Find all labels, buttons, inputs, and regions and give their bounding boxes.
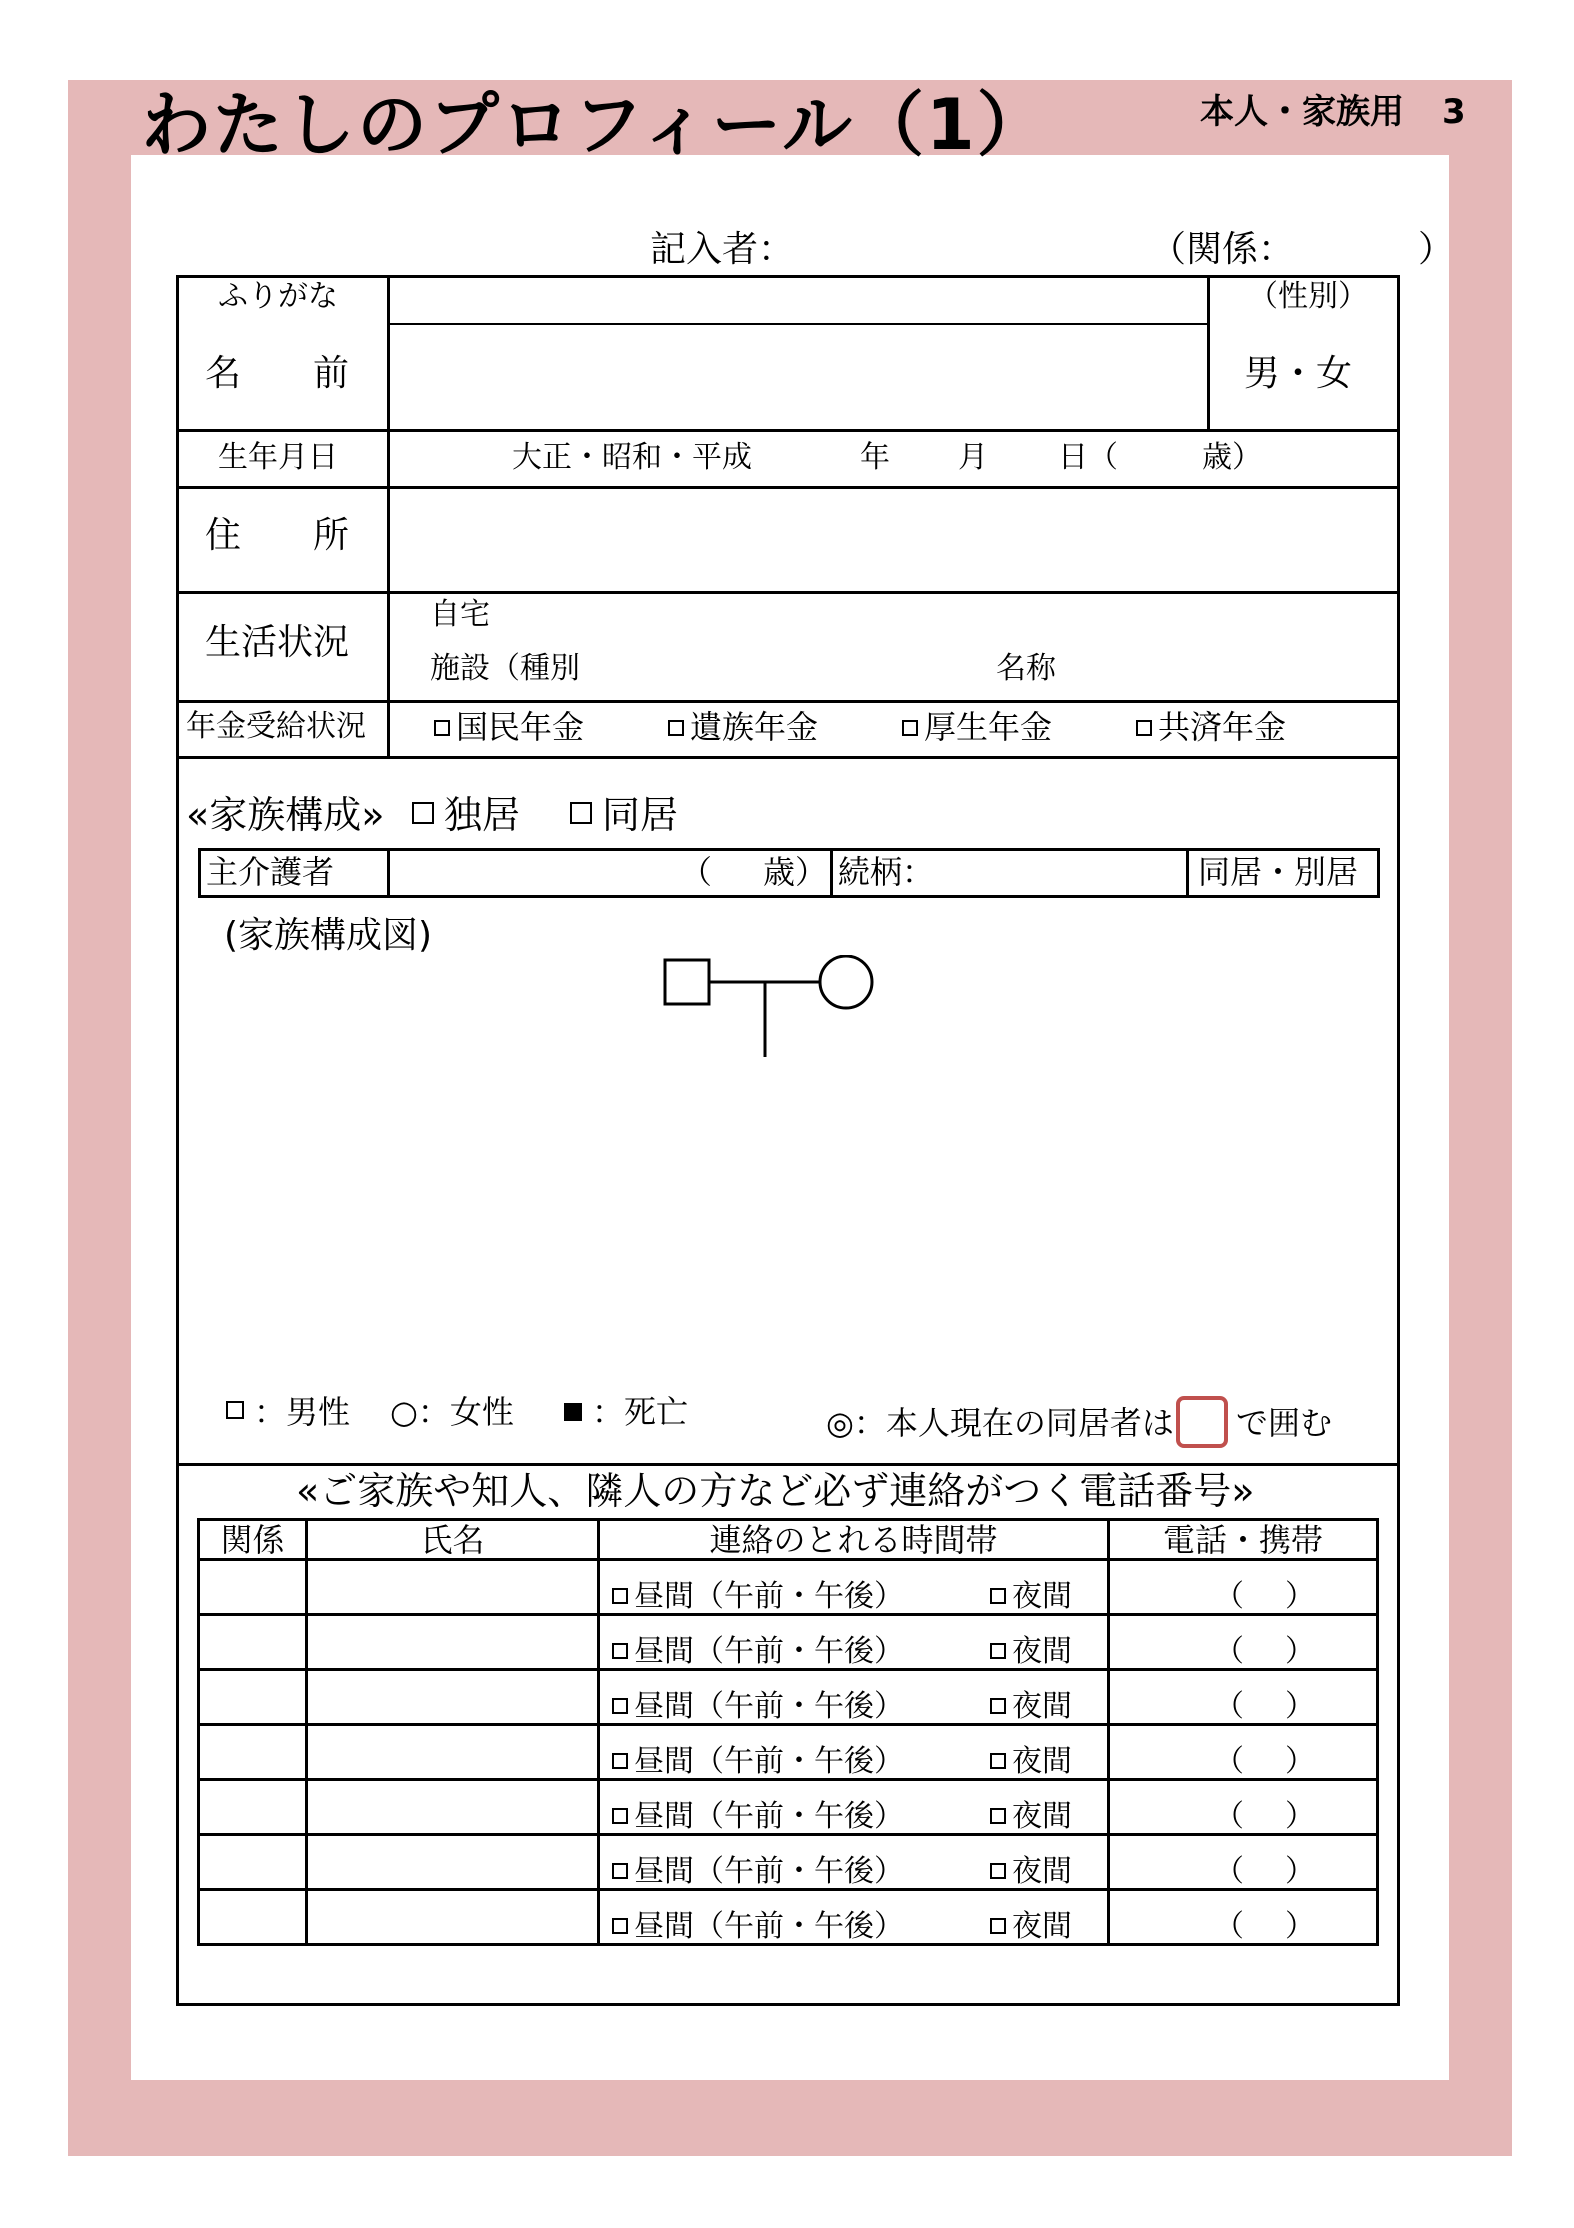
legend-cohabitant: ◎：本人現在の同居者は で囲む [826,1396,1332,1448]
column-name: 氏名 [307,1520,599,1560]
checkbox-icon [990,1808,1006,1824]
contact-time-cell [599,1560,1109,1615]
birth-year-unit: 年 [860,440,890,475]
gender-label: （性別） [1248,279,1368,314]
contacts-table [197,1518,1379,1946]
relation-cell[interactable] [199,1890,307,1945]
page-number: 3 [1442,92,1466,132]
night-option[interactable]: 夜間 [990,1571,1072,1615]
checkbox-icon [990,1753,1006,1769]
male-symbol [665,960,709,1004]
table-row [199,1725,1378,1780]
age-unit: 歳） [1202,440,1262,475]
checkbox-icon [990,1863,1006,1879]
birth-day-unit: 日（ [1058,440,1118,475]
area-code-close: ） [1285,1909,1315,1944]
checkbox-icon [990,1643,1006,1659]
checkbox-icon [434,720,450,736]
era-options[interactable]: 大正・昭和・平成 [512,440,752,475]
pension-label: 年金受給状況 [186,709,366,744]
checkbox-icon [612,1808,628,1824]
column-relation: 関係 [199,1520,307,1560]
highlight-box-icon [1176,1396,1228,1448]
table-row [199,1670,1378,1725]
name-label: 名 前 [205,353,350,394]
table-row [199,1780,1378,1835]
checkbox-icon [612,1918,628,1934]
family-diagram-label: (家族構成図) [224,915,433,956]
contacts-heading: «ご家族や知人、隣人の方など必ず連絡がつく電話番号» [296,1469,1255,1513]
birth-month-unit: 月 [958,440,988,475]
writer-label: 記入者： [650,229,795,270]
pension-option-employee[interactable]: 厚生年金 [902,711,1052,743]
checkbox-icon [612,1588,628,1604]
table-row [199,1615,1378,1670]
page-title: わたしのプロフィール（1） [141,84,1049,166]
night-option[interactable]: 夜間 [990,1681,1072,1725]
checkbox-icon [668,720,684,736]
area-code-close: ） [1285,1689,1315,1724]
legend-dead: ：死亡 [564,1396,688,1428]
caregiver-name-field[interactable] [392,852,672,894]
page-category [1200,88,1466,136]
checkbox-icon [990,1588,1006,1604]
contact-time-cell [599,1615,1109,1670]
phone-cell[interactable] [1109,1890,1378,1945]
relation-label: （関係： [1150,229,1295,270]
checkbox-icon [902,720,918,736]
daytime-option[interactable]: 昼間（午前・午後） [612,1846,904,1890]
pension-option-mutual[interactable]: 共済年金 [1136,711,1286,743]
relation-close: ） [1418,229,1455,270]
name-cell[interactable] [307,1780,599,1835]
caregiver-age-unit: 歳） [763,853,828,891]
area-code-close: ） [1285,1799,1315,1834]
pension-option-survivor[interactable]: 遺族年金 [668,711,818,743]
filled-square-icon [564,1403,582,1421]
checkbox-icon [412,802,434,824]
name-field[interactable] [392,328,1204,426]
relation-cell[interactable] [199,1725,307,1780]
living-home-option[interactable]: 自宅 [430,597,490,632]
checkbox-icon [1136,720,1152,736]
living-status-label: 生活状況 [205,622,350,663]
living-facility-name: 名称 [996,651,1056,686]
category-label: 本人・家族用 [1200,92,1404,132]
relation-cell[interactable] [199,1670,307,1725]
table-row [199,1835,1378,1890]
table-row [199,1560,1378,1615]
daytime-option[interactable]: 昼間（午前・午後） [612,1736,904,1780]
relation-cell[interactable] [199,1780,307,1835]
area-code-close: ） [1285,1634,1315,1669]
checkbox-icon [612,1753,628,1769]
legend-male: ：男性 [226,1396,350,1428]
living-facility-type[interactable]: 施設（種別 [430,651,580,686]
area-code-open: （ [1214,1689,1244,1724]
contact-time-cell [599,1780,1109,1835]
birthdate-label: 生年月日 [218,440,338,475]
address-field[interactable] [392,492,1396,588]
checkbox-icon [990,1918,1006,1934]
caregiver-cohabit-options[interactable]: 同居・別居 [1198,853,1359,891]
area-code-open: （ [1214,1744,1244,1779]
name-cell[interactable] [307,1615,599,1670]
checkbox-icon [612,1863,628,1879]
phone-cell[interactable] [1109,1780,1378,1835]
name-cell[interactable] [307,1890,599,1945]
contact-time-cell [599,1890,1109,1945]
daytime-option[interactable]: 昼間（午前・午後） [612,1901,904,1945]
area-code-open: （ [1214,1854,1244,1889]
caregiver-age-open: （ [680,853,713,891]
checkbox-icon [990,1698,1006,1714]
night-option[interactable]: 夜間 [990,1626,1072,1670]
furigana-field[interactable] [392,280,1204,322]
relation-cell[interactable] [199,1560,307,1615]
square-icon [226,1401,244,1419]
family-alone-option[interactable]: 独居 [412,796,520,834]
contacts-header-row [199,1520,1378,1560]
address-label: 住 所 [205,515,350,556]
phone-cell[interactable] [1109,1670,1378,1725]
family-together-option[interactable]: 同居 [570,796,678,834]
relation-cell[interactable] [199,1835,307,1890]
daytime-option[interactable]: 昼間（午前・午後） [612,1681,904,1725]
area-code-open: （ [1214,1909,1244,1944]
area-code-open: （ [1214,1799,1244,1834]
name-cell[interactable] [307,1560,599,1615]
contact-time-cell [599,1725,1109,1780]
area-code-open: （ [1214,1579,1244,1614]
daytime-option[interactable]: 昼間（午前・午後） [612,1571,904,1615]
area-code-close: ） [1285,1854,1315,1889]
gender-options[interactable]: 男・女 [1244,353,1353,394]
relation-cell[interactable] [199,1615,307,1670]
contact-time-cell [599,1670,1109,1725]
phone-cell[interactable] [1109,1615,1378,1670]
night-option[interactable]: 夜間 [990,1901,1072,1945]
column-contact-time: 連絡のとれる時間帯 [599,1520,1109,1560]
name-cell[interactable] [307,1725,599,1780]
contact-time-cell [599,1835,1109,1890]
column-phone: 電話・携帯 [1109,1520,1378,1560]
table-row [199,1890,1378,1945]
phone-cell[interactable] [1109,1725,1378,1780]
caregiver-relation-label: 続柄： [838,853,935,891]
phone-cell[interactable] [1109,1560,1378,1615]
night-option[interactable]: 夜間 [990,1791,1072,1835]
legend-female: ○：女性 [390,1393,514,1431]
name-cell[interactable] [307,1835,599,1890]
daytime-option[interactable]: 昼間（午前・午後） [612,1791,904,1835]
furigana-label: ふりがな [218,279,338,314]
checkbox-icon [612,1698,628,1714]
female-symbol [820,956,872,1008]
night-option[interactable]: 夜間 [990,1736,1072,1780]
area-code-close: ） [1285,1744,1315,1779]
checkbox-icon [570,802,592,824]
area-code-open: （ [1214,1634,1244,1669]
daytime-option[interactable]: 昼間（午前・午後） [612,1626,904,1670]
caregiver-label: 主介護者 [206,853,335,891]
night-option[interactable]: 夜間 [990,1846,1072,1890]
area-code-close: ） [1285,1579,1315,1614]
pension-option-national[interactable]: 国民年金 [434,711,584,743]
phone-cell[interactable] [1109,1835,1378,1890]
family-diagram [660,955,880,1063]
family-heading: «家族構成» [186,793,385,837]
name-cell[interactable] [307,1670,599,1725]
checkbox-icon [612,1643,628,1659]
